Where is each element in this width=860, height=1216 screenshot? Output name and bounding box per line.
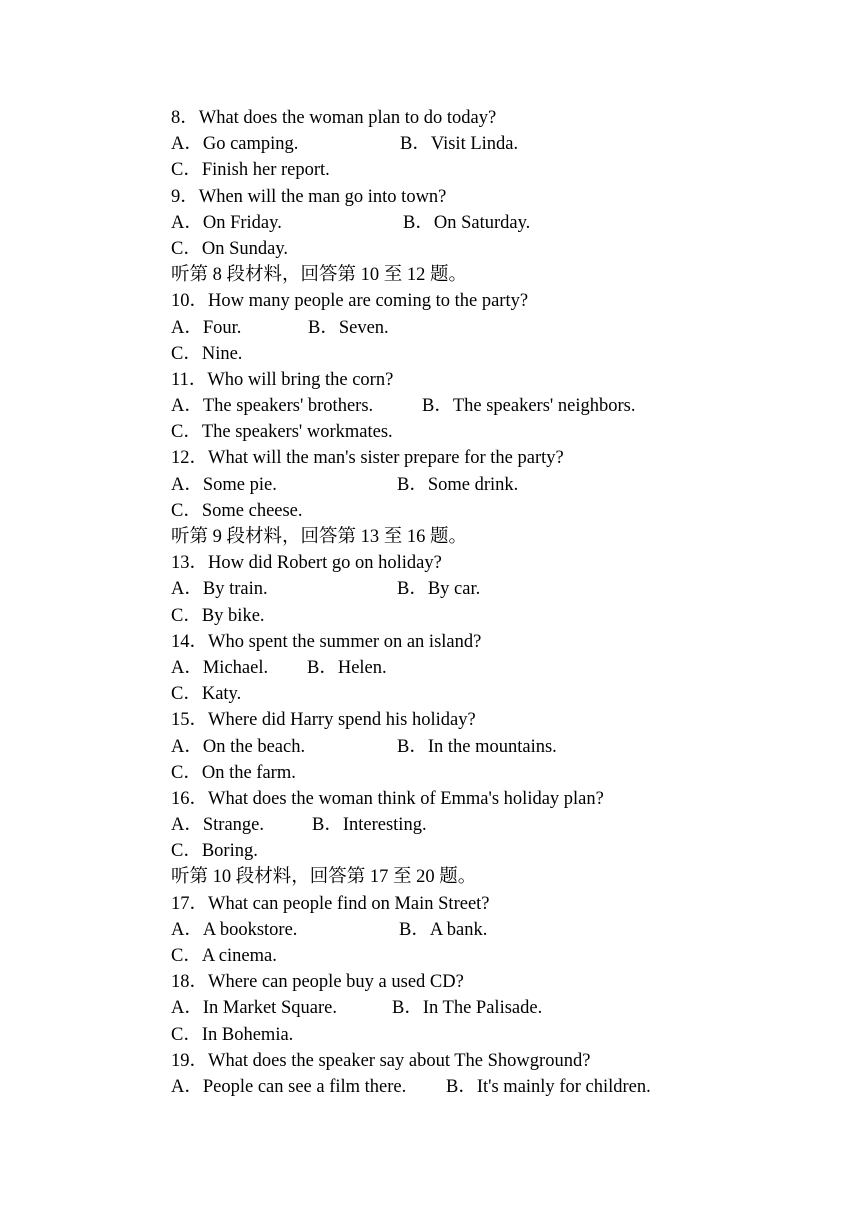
option-row [171, 734, 811, 760]
option-c: C．By bike. [171, 605, 265, 626]
option-c: C．Nine. [171, 343, 243, 364]
question-text: 16．What does the woman think of Emma's holiday plan? [171, 788, 604, 809]
option-a: A．In Market Square. [171, 998, 337, 1019]
option-row [171, 576, 811, 602]
option-row [171, 210, 811, 236]
question-text: 8．What does the woman plan to do today? [171, 108, 497, 128]
option-b: B．In the mountains. [397, 736, 557, 757]
option-b: B．On Saturday. [403, 212, 531, 233]
option-a: A．Go camping. [171, 134, 299, 155]
question-text: 11．Who will bring the corn? [171, 369, 394, 390]
question-text: 10．How many people are coming to the party? [171, 291, 529, 312]
option-c: C．In Bohemia. [171, 1024, 294, 1045]
question-text: 12．What will the man's sister prepare for the party? [171, 448, 564, 469]
option-a: A．Michael. [171, 657, 269, 678]
question-text: 17．What can people find on Main Street? [171, 893, 490, 914]
option-row [171, 315, 811, 341]
option-a: A．Four. [171, 317, 242, 338]
question-text: 15．Where did Harry spend his holiday? [171, 710, 476, 731]
document-page [171, 105, 811, 1100]
option-c: C．Katy. [171, 684, 242, 705]
option-a: A．The speakers' brothers. [171, 396, 374, 417]
option-b: B．Some drink. [397, 474, 519, 495]
option-c: C．Finish her report. [171, 160, 330, 181]
option-b: B．In The Palisade. [392, 998, 543, 1019]
option-c: C．A cinema. [171, 946, 277, 966]
option-b: B．Visit Linda. [400, 134, 519, 155]
option-b: B．Interesting. [312, 815, 427, 836]
option-row [171, 1074, 811, 1100]
option-row [171, 655, 811, 681]
option-a: A．Some pie. [171, 474, 277, 495]
option-row [171, 131, 811, 157]
option-c: C．The speakers' workmates. [171, 422, 393, 443]
option-row [171, 917, 811, 943]
section-heading: 听第 10 段材料，回答第 17 至 20 题。 [171, 867, 477, 888]
option-c: C．On the farm. [171, 762, 296, 783]
option-a: A．A bookstore. [171, 919, 298, 940]
question-text: 19．What does the speaker say about The Showground? [171, 1050, 591, 1071]
option-b: B．A bank. [399, 919, 488, 940]
option-row [171, 812, 811, 838]
question-text: 18．Where can people buy a used CD? [171, 972, 464, 993]
option-b: B．Helen. [307, 657, 387, 678]
option-a: A．On Friday. [171, 212, 282, 233]
option-a: A．On the beach. [171, 736, 306, 757]
option-b: B．Seven. [308, 317, 389, 338]
option-b: B．It's mainly for children. [446, 1076, 651, 1097]
option-b: B．The speakers' neighbors. [422, 396, 636, 417]
option-a: A．Strange. [171, 815, 264, 836]
option-c: C．On Sunday. [171, 238, 288, 259]
option-row [171, 393, 811, 419]
option-b: B．By car. [397, 579, 481, 600]
option-c: C．Some cheese. [171, 500, 303, 521]
option-row [171, 995, 811, 1021]
option-c: C．Boring. [171, 841, 258, 862]
question-text: 13．How did Robert go on holiday? [171, 553, 442, 574]
section-heading: 听第 8 段材料，回答第 10 至 12 题。 [171, 265, 468, 286]
option-a: A．By train. [171, 579, 268, 600]
section-heading: 听第 9 段材料，回答第 13 至 16 题。 [171, 527, 468, 547]
question-text: 14．Who spent the summer on an island? [171, 631, 482, 652]
option-row [171, 472, 811, 498]
option-a: A．People can see a film there. [171, 1076, 407, 1097]
question-text: 9．When will the man go into town? [171, 186, 447, 207]
